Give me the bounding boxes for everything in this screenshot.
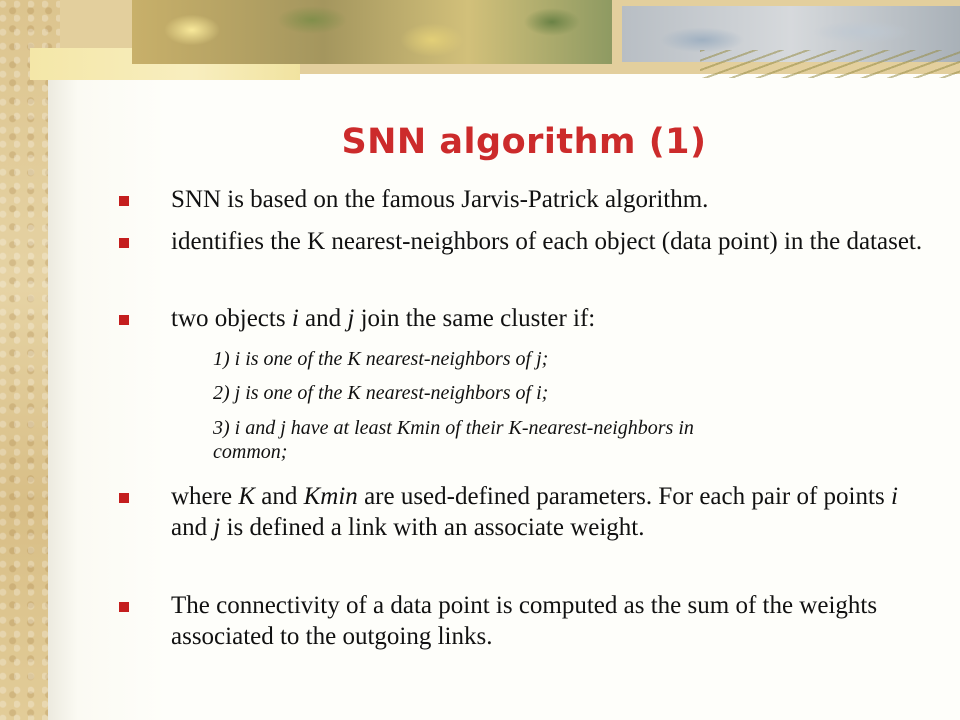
bullet-marker [119,315,129,325]
bullet-marker [119,196,129,206]
bullet-text-3: two objects i and j join the same cluster if: [171,305,596,332]
condition-3: 3) i and j have at least Kmin of their K-nearest-neighbors in common; [213,417,694,463]
bullet-marker [119,238,129,248]
bullet-text-1: SNN is based on the famous Jarvis-Patrick algorithm. [171,186,709,213]
bullet-text-4: where K and Kmin are used-defined parameters. For each pair of points i and j is defined a link with an associate weight. [171,483,898,541]
bullet-text-2: identifies the K nearest-neighbors of each object (data point) in the dataset. [171,228,923,255]
bullet-marker [119,602,129,612]
condition-1: 1) i is one of the K nearest-neighbors of j; [213,348,549,370]
slide-title: SNN algorithm (1) [341,122,707,162]
condition-2: 2) j is one of the K nearest-neighbors of i; [213,382,549,404]
decorative-stems [700,50,960,78]
decorative-leaf-banner [132,0,612,64]
bullet-marker [119,493,129,503]
bullet-text-5: The connectivity of a data point is computed as the sum of the weights associated to the outgoing links. [171,592,878,650]
